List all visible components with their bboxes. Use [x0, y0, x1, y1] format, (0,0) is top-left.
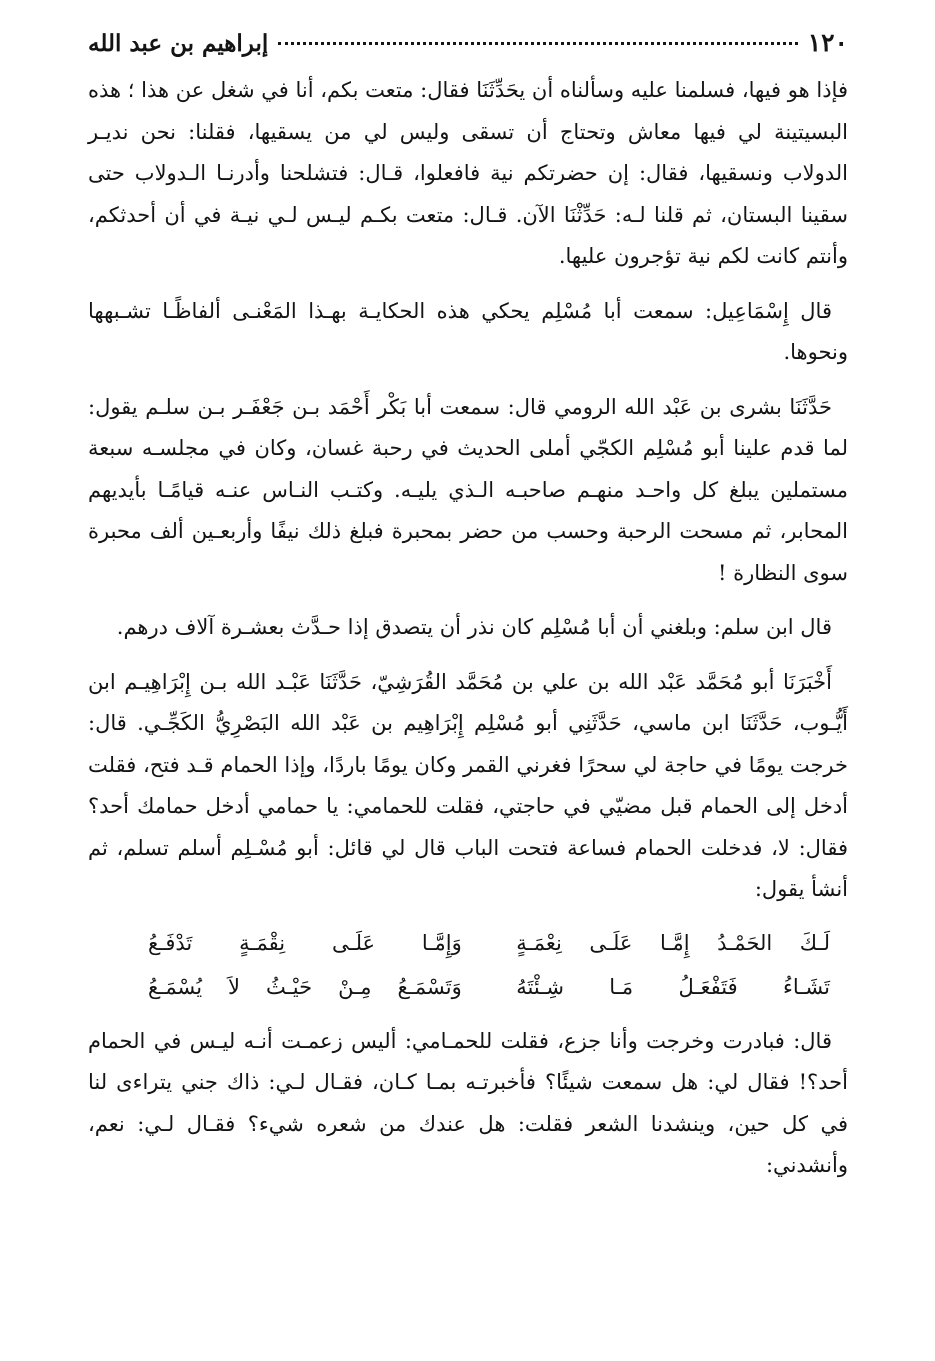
poem-verse	[148, 921, 830, 965]
poem-second-hemistich: وَإِمَّـا عَلَـى نِقْمَـةٍ تَدْفَـعُ	[148, 930, 462, 955]
poem-second-hemistich: وَتَسْمَـعُ مِـنْ حَيْـثُ لاَ يُسْمَـعُ	[148, 974, 462, 999]
paragraph: حَدَّثَنَا بشرى بن عَبْد الله الرومي قال: سمعت أبا بَكْر أَحْمَد بـن جَعْفَـر بـن سلـم يقول: لما قدم علينا أبو مُسْلِم الكجّي أملى الحديث في رحبة غسان، وكان في مجلسـه سبعة مستملين يبلغ كل واحـد منهـم صاحبـه الـذي يليـه. وكتـب النـاس عنـه قيامًـا بأيديهم المحابر، ثم مسحت الرحبة وحسب من حضر بمحبرة فبلغ ذلك نيفًا وأربعـين ألف محبرة سوى النظارة !	[88, 394, 848, 585]
paragraph: قال: فبادرت وخرجت وأنا جزع، فقلت للحمـامي: أليس زعمـت أنـه ليـس في الحمام أحد؟! فقال لي: هل سمعت شيئًا؟ فأخبرتـه بمـا كـان، فقـال لـي: ذاك جني يتراءى لنا في كل حين، وينشدنا الشعر فقلت: هل عندك من شعره شيء؟ فقـال لـي: نعم، وأنشدني:	[88, 1028, 848, 1177]
page-number: ١٢٠	[807, 28, 848, 57]
poem	[88, 921, 848, 1009]
running-header	[88, 28, 848, 68]
book-page	[88, 28, 848, 1187]
paragraph: قال إِسْمَاعِيل: سمعت أبا مُسْلِم يحكي هذه الحكايـة بهـذا المَعْنـى ألفاظًـا تشـبهها ونحوها.	[88, 298, 848, 364]
section-title: إبراهيم بن عبد الله	[88, 30, 269, 57]
paragraph: فإذا هو فيها، فسلمنا عليه وسألناه أن يحَدِّثَنَا فقال: متعت بكم، أنا في شغل عن هذا ؛ هذه البسيتينة لي فيها معاش وتحتاج أن تسقى وليس لي من يسقيها، فقلنا: نحن نديـر الدولاب ونسقيها، فقال: إن حضرتكم نية فافعلوا، قـال: فتشلحنا وأدرنـا الـدولاب حتى سقينا البستان، ثم قلنا لـه: حَدِّثْنَا الآن. قـال: متعت بكـم ليـس لـي نيـة في أن أحدثكم، وأنتم كانت لكم نية تؤجرون عليها.	[88, 78, 848, 268]
poem-first-hemistich: لَـكَ الحَمْـدُ إِمَّـا عَلَـى نِعْمَـةٍ	[516, 930, 830, 955]
paragraph: أَخْبَرَنَا أبو مُحَمَّد عَبْد الله بن علي بن مُحَمَّد القُرَشِيّ، حَدَّثَنَا عَبْـد الله بـن إِبْرَاهِيـم ابن أَيُّـوب، حَدَّثَنَا ابن ماسي، حَدَّثَنِي أبو مُسْلِم إِبْرَاهِيم بن عَبْد الله البَصْرِيُّ الكَجِّـي. قال: خرجت يومًا في حاجة لي سحرًا فغرني القمر وكان يومًا باردًا، وإذا الحمام قـد فتح، فقلت أدخل إلى الحمام قبل مضيّي في حاجتي، فقلت للحمامي: يا حمامي أدخل حمامك أحد؟ فقال: لا، فدخلت الحمام فساعة فتحت الباب قال لي قائل: أبو مُسْـلِم أسلم تسلم، ثم أنشأ يقول:	[88, 669, 849, 901]
dotted-leader	[278, 42, 797, 45]
poem-first-hemistich: تَشَـاءُ فَتَفْعَـلُ مَـا شِـئْتَهُ	[516, 974, 830, 999]
paragraph: قال ابن سلم: وبلغني أن أبا مُسْلِم كان نذر أن يتصدق إذا حـدَّث بعشـرة آلاف درهم.	[116, 615, 832, 639]
poem-verse	[148, 965, 830, 1009]
